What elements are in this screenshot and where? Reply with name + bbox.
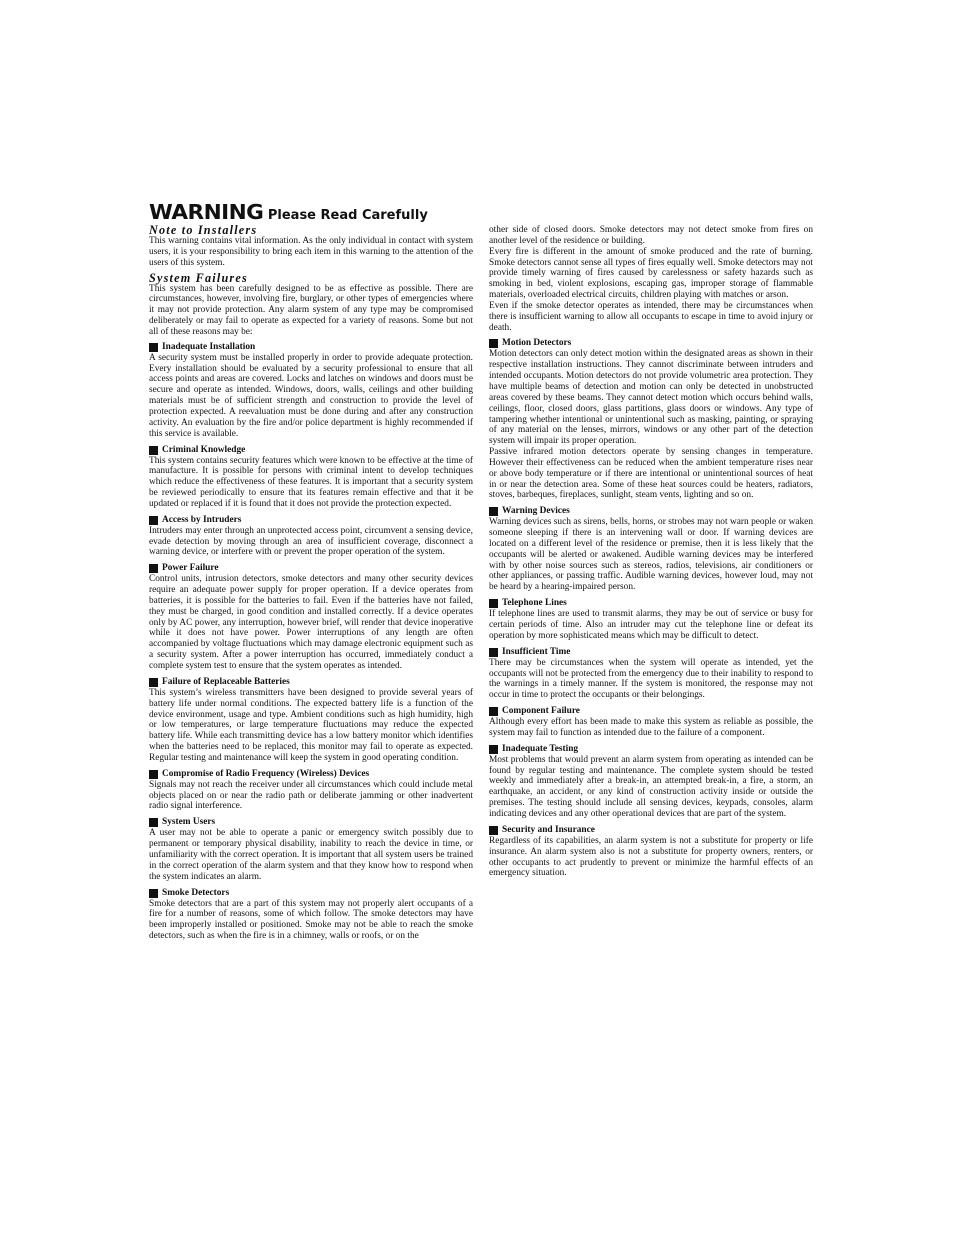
square-bullet-icon (489, 599, 498, 608)
item-heading-power-failure (149, 563, 473, 574)
item-title: Power Failure (162, 563, 219, 574)
item-title: Security and Insurance (502, 824, 595, 835)
square-bullet-icon (489, 339, 498, 348)
item-text: Intruders may enter through an unprotected access point, circumvent a sensing device, evade detection by moving through an area of insufficient coverage, disconnect a warning device, or interfere with or prevent the proper operation of the system. (149, 525, 473, 558)
item-heading-motion-detectors (489, 338, 813, 349)
item-text: Warning devices such as sirens, bells, horns, or strobes may not warn people or waken someone sleeping if there is an intervening wall or door. If warning devices are located on a different level of the residence or premise, then it is less likely that the occupants will be alerted or awakened. Audible warning devices may be interfered with by other noise sources such as stereos, radios, televisions, air conditioners or other appliances, or passing traffic. Audible warning devices, however loud, may not be heard by a hearing-impaired person. (489, 517, 813, 593)
item-heading-replaceable-batteries (149, 677, 473, 688)
item-title: Access by Intruders (162, 514, 242, 525)
item-text: Regardless of its capabilities, an alarm system is not a substitute for property or life insurance. An alarm system also is not a substitute for property owners, renters, or other occupants to act prudently to prevent or minimize the harmful effects of an emergency situation. (489, 835, 813, 879)
warning-title-sub: Please Read Carefully (267, 208, 428, 223)
item-heading-system-users (149, 817, 473, 828)
item-text: There may be circumstances when the system will operate as intended, yet the occupants will not be protected from the emergency due to their inability to respond to the warnings in a timely manner. If the system is monitored, the response may not occur in time to protect the occupants or their belongings. (489, 657, 813, 701)
item-heading-inadequate-testing (489, 744, 813, 755)
item-title: Telephone Lines (502, 598, 567, 609)
square-bullet-icon (149, 770, 158, 779)
item-title: Compromise of Radio Frequency (Wireless) Devices (162, 768, 370, 779)
item-title: Smoke Detectors (162, 887, 230, 898)
item-text: Signals may not reach the receiver under all circumstances which could include metal objects placed on or near the radio path or deliberate jamming or other inadvertent radio signal interference. (149, 779, 473, 812)
item-heading-smoke-detectors (149, 888, 473, 899)
square-bullet-icon (489, 507, 498, 516)
section-heading-installers: Note to Installers (149, 223, 258, 237)
item-title: Inadequate Testing (502, 743, 579, 754)
item-heading-warning-devices (489, 506, 813, 517)
square-bullet-icon (489, 707, 498, 716)
item-title: Criminal Knowledge (162, 444, 246, 455)
square-bullet-icon (489, 648, 498, 657)
item-text: other side of closed doors. Smoke detectors may not detect smoke from fires on another level of the residence or building. (489, 225, 813, 246)
item-text: A security system must be installed properly in order to provide adequate protection. Every installation should be evaluated by a security professional to ensure that all access points and areas are covered. Locks and latches on windows and doors must be secure and operate as intended. Windows, doors, walls, ceilings and other building materials must be of sufficient strength and construction to provide the level of protection expected. A reevaluation must be done during and after any construction activity. An evaluation by the fire and/or police department is highly recommended if this service is available. (149, 352, 473, 439)
item-title: System Users (162, 817, 216, 828)
square-bullet-icon (489, 745, 498, 754)
square-bullet-icon (149, 889, 158, 898)
item-text: Smoke detectors that are a part of this system may not properly alert occupants of a fire for a number of reasons, some of which follow. The smoke detectors may have been improperly installed or positioned. Smoke may not be able to reach the smoke detectors, such as when the fire is in a chimney, walls or roofs, or on the (149, 898, 473, 942)
section-heading-failures: System Failures (149, 270, 248, 285)
square-bullet-icon (149, 516, 158, 525)
item-title: Insufficient Time (502, 646, 571, 657)
square-bullet-icon (149, 564, 158, 573)
right-column (489, 225, 813, 879)
failures-text: This system has been carefully designed to be as effective as possible. There are circumstances, however, involving fire, burglary, or other types of emergencies where it may not provide protection. Any alarm system of any type may be compromised deliberately or may fail to operate as expected for a variety of reasons. Some but not all of these reasons may be: (149, 283, 473, 337)
item-text: If telephone lines are used to transmit alarms, they may be out of service or busy for certain periods of time. Also an intruder may cut the telephone line or defeat its operation by more sophisticated means which may be difficult to detect. (489, 609, 813, 641)
item-heading-radio-frequency (149, 769, 473, 780)
item-text: This system contains security features which were known to be effective at the time of manufacture. It is possible for persons with criminal intent to develop techniques which reduce the effectiveness of these features. It is important that a security system be reviewed periodically to ensure that its features remain effective and that it be updated or replaced if it is found that it does not provide the protection expected. (149, 455, 473, 509)
item-title: Failure of Replaceable Batteries (162, 676, 290, 687)
square-bullet-icon (149, 818, 158, 827)
item-text: Motion detectors can only detect motion within the designated areas as shown in their respective installation instructions. They cannot discriminate between intruders and intended occupants. Motion detectors do not provide volumetric area protection. They have multiple beams of detection and motion can only be detected in unobstructed areas covered by these beams. They cannot detect motion which occurs behind walls, ceilings, floor, closed doors, glass partitions, glass doors or windows. Any type of tampering whether intentional or unintentional such as masking, painting, or spraying of any material on the lenses, mirrors, windows or any other part of the detection system will impair its proper operation. (489, 349, 813, 447)
item-heading-criminal-knowledge (149, 445, 473, 456)
item-text: Passive infrared motion detectors operate by sensing changes in temperature. However their effectiveness can be reduced when the ambient temperature rises near or above body temperature or if there are intentional or unintentional sources of heat in or near the detection area. Some of these heat sources could be heaters, radiators, stoves, barbeques, fireplaces, sunlight, steam vents, lighting and so on. (489, 447, 813, 501)
item-heading-access-by-intruders (149, 515, 473, 526)
item-title: Inadequate Installation (162, 341, 256, 352)
item-title: Component Failure (502, 706, 580, 717)
item-heading-inadequate-installation (149, 342, 473, 353)
item-text: This system’s wireless transmitters have been designed to provide several years of battery life under normal conditions. The expected battery life is a function of the device environment, usage and type. Ambient conditions such as high humidity, high or low temperatures, or large temperature fluctuations may reduce the expected battery life. While each transmitting device has a low battery monitor which identifies when the batteries need to be replaced, this monitor may fail to operate as expected. Regular testing and maintenance will keep the system in good operating condition. (149, 687, 473, 763)
item-text: Every fire is different in the amount of smoke produced and the rate of burning. Smoke detectors cannot sense all types of fires equally well. Smoke detectors may not provide timely warning of fires caused by carelessness or safety hazards such as smoking in bed, violent explosions, escaping gas, improper storage of flammable materials, overloaded electrical circuits, children playing with matches or arson. (489, 246, 813, 301)
item-heading-telephone-lines (489, 598, 813, 609)
installers-text: This warning contains vital information. As the only individual in contact with system users, it is your responsibility to bring each item in this warning to the attention of the users of this system. (149, 236, 473, 268)
item-text: A user may not be able to operate a panic or emergency switch possibly due to permanent or temporary physical disability, inability to reach the device in time, or unfamiliarity with the correct operation. It is important that all system users be trained in the correct operation of the alarm system and that they know how to respond when the system indicates an alarm. (149, 828, 473, 882)
left-column (149, 224, 473, 942)
item-heading-component-failure (489, 706, 813, 717)
item-heading-security-insurance (489, 825, 813, 836)
square-bullet-icon (149, 678, 158, 687)
item-text: Even if the smoke detector operates as intended, there may be circumstances when there is insufficient warning to allow all occupants to escape in time to avoid injury or death. (489, 300, 813, 333)
item-text: Although every effort has been made to make this system as reliable as possible, the system may fail to function as intended due to the failure of a component. (489, 717, 813, 738)
item-heading-insufficient-time (489, 647, 813, 658)
warning-title-main: WARNING (149, 200, 264, 224)
item-text: Most problems that would prevent an alarm system from operating as intended can be found by regular testing and maintenance. The complete system should be tested weekly and immediately after a break-in, an attempted break-in, a fire, a storm, an earthquake, an accident, or any kind of construction activity inside or outside the premises. The testing should include all sensing devices, keypads, consoles, alarm indicating devices and any other operational devices that are part of the system. (489, 754, 813, 819)
item-title: Warning Devices (502, 506, 570, 517)
square-bullet-icon (149, 446, 158, 455)
item-text: Control units, intrusion detectors, smoke detectors and many other security devices require an adequate power supply for proper operation. If a device operates from batteries, it is possible for the batteries to fail. Even if the batteries have not failed, they must be charged, in good condition and installed correctly. If a device operates only by AC power, any interruption, however brief, will render that device inoperative while it does not have power. Power interruptions of any length are often accompanied by voltage fluctuations which may damage electronic equipment such as a security system. After a power interruption has occurred, immediately conduct a complete system test to ensure that the system operates as intended. (149, 574, 473, 671)
square-bullet-icon (149, 343, 158, 352)
item-title: Motion Detectors (502, 338, 572, 349)
square-bullet-icon (489, 826, 498, 835)
